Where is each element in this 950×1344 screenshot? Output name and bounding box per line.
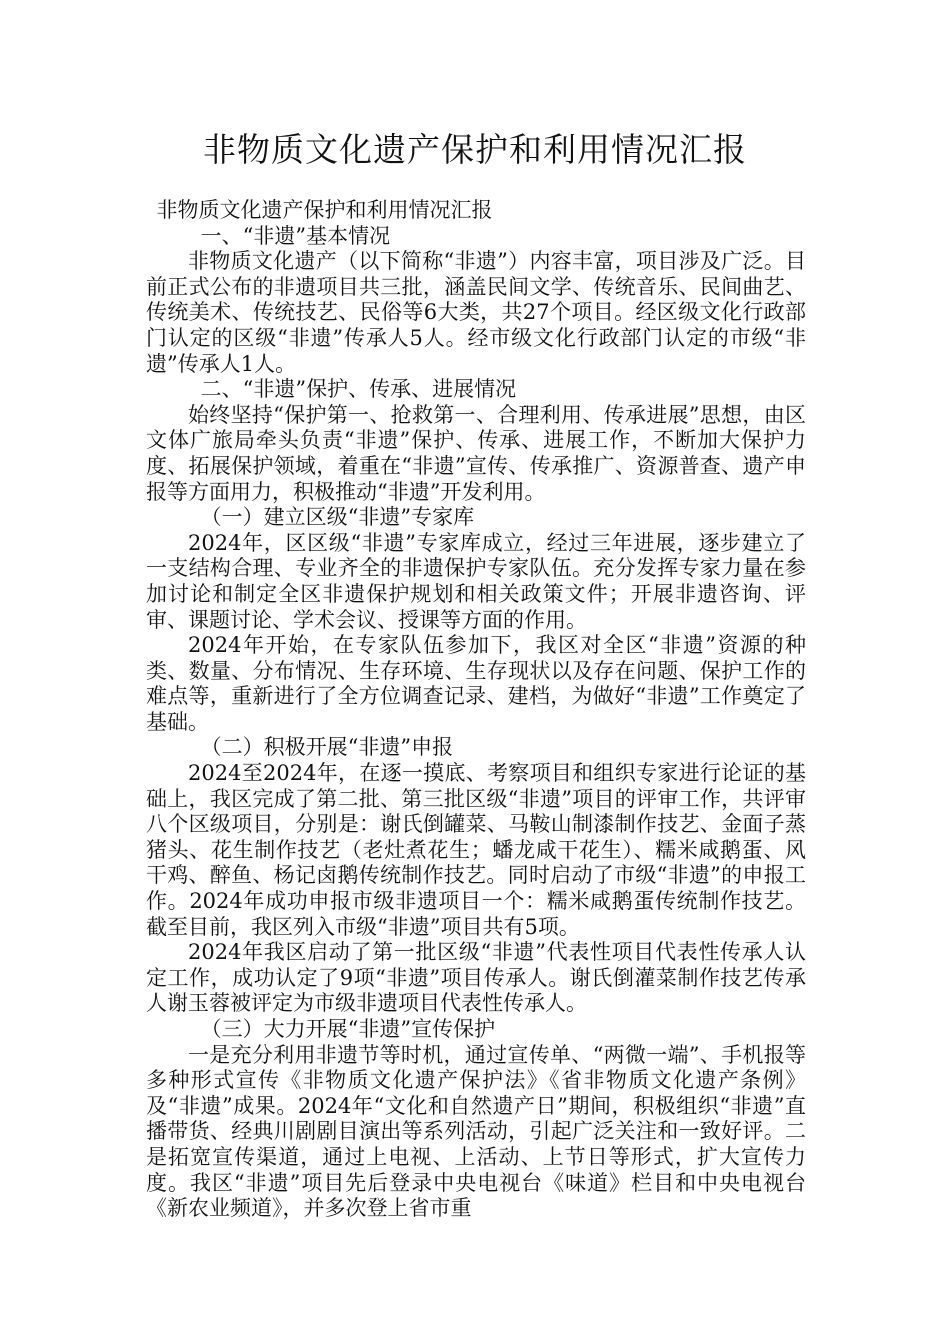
body-paragraph: 一是充分利用非遗节等时机，通过宣传单、“两微一端”、手机报等多种形式宣传《非物质文化遗产保护法》《省非物质文化遗产条例》及“非遗”成果。2024年“文化和自然遗产日”期间，积极组织“非遗”直播带货、经典川剧剧目演出等系列活动，引起广泛关注和一致好评。二是拓宽宣传渠道，通过上电视、上活动、上节日等形式，扩大宣传力度。我区“非遗”项目先后登录中央电视台《味道》栏目和中央电视台《新农业频道》，并多次登上省市重 bbox=[146, 1042, 806, 1221]
document-body bbox=[146, 198, 806, 1222]
body-paragraph: 2024年开始，在专家队伍参加下，我区对全区“非遗”资源的种类、数量、分布情况、生存环境、生存现状以及存在问题、保护工作的难点等，重新进行了全方位调查记录、建档，为做好“非遗”工作奠定了基础。 bbox=[146, 633, 806, 734]
document-subtitle: 非物质文化遗产保护和利用情况汇报 bbox=[156, 198, 493, 222]
section-heading: 二、“非遗”保护、传承、进展情况 bbox=[200, 377, 517, 402]
body-paragraph: 2024年，区区级“非遗”专家库成立，经过三年进展，逐步建立了一支结构合理、专业齐全的非遗保护专家队伍。充分发挥专家力量在参加讨论和制定全区非遗保护规划和相关政策文件；开展非遗咨询、评审、课题讨论、学术会议、授课等方面的作用。 bbox=[146, 530, 806, 632]
body-paragraph: 2024年我区启动了第一批区级“非遗”代表性项目代表性传承人认定工作，成功认定了9项“非遗”项目传承人。谢氏倒灌菜制作技艺传承人谢玉蓉被评定为市级非遗项目代表性传承人。 bbox=[146, 940, 806, 1016]
section-heading: （二）积极开展“非遗”申报 bbox=[200, 735, 454, 760]
section-heading: （三）大力开展“非遗”宣传保护 bbox=[200, 1017, 496, 1041]
section-heading: （一）建立区级“非遗”专家库 bbox=[200, 505, 475, 530]
body-paragraph: 2024至2024年，在逐一摸底、考察项目和组织专家进行论证的基础上，我区完成了第二批、第三批区级“非遗”项目的评审工作，共评审八个区级项目，分别是：谢氏倒罐菜、马鞍山制漆制作技艺、金面子蒸猪头、花生制作技艺（老灶煮花生；蟠龙咸干花生）、糯米咸鹅蛋、风干鸡、醉鱼、杨记卤鹅传统制作技艺。同时启动了市级“非遗”的申报工作。2024年成功申报市级非遗项目一个：糯米咸鹅蛋传统制作技艺。截至目前，我区列入市级“非遗”项目共有5项。 bbox=[146, 761, 806, 939]
body-paragraph: 始终坚持“保护第一、抢救第一、合理利用、传承进展”思想，由区文体广旅局牵头负责“非遗”保护、传承、进展工作，不断加大保护力度、拓展保护领域，着重在“非遗”宣传、传承推广、资源普查、遗产申报等方面用力，积极推动“非遗”开发利用。 bbox=[146, 402, 806, 504]
section-heading: 一、“非遗”基本情况 bbox=[200, 223, 391, 248]
document-title: 非物质文化遗产保护和利用情况汇报 bbox=[203, 130, 747, 169]
body-paragraph: 非物质文化遗产（以下简称“非遗”）内容丰富，项目涉及广泛。目前正式公布的非遗项目共三批，涵盖民间文学、传统音乐、民间曲艺、传统美术、传统技艺、民俗等6大类，共27个项目。经区级文化行政部门认定的区级“非遗”传承人5人。经市级文化行政部门认定的市级“非遗”传承人1人。 bbox=[146, 249, 806, 376]
